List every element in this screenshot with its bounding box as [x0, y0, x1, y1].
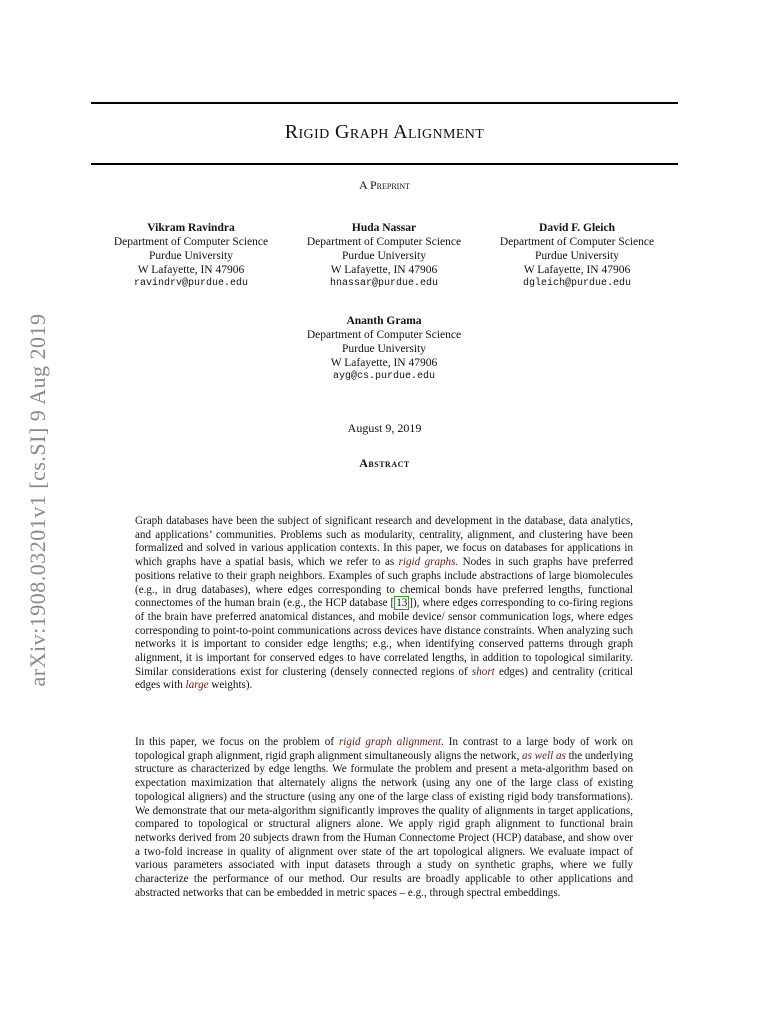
emphasis-text: rigid graph alignment [338, 736, 442, 748]
author-name: David F. Gleich [539, 222, 615, 234]
author-email[interactable]: hnassar@purdue.edu [329, 278, 439, 289]
author-department: Department of Computer Science [113, 236, 269, 248]
title-bottom-rule [91, 163, 678, 165]
emphasis-text: as well as [522, 749, 566, 762]
emphasis-text: rigid graphs [398, 556, 456, 569]
abstract-text: ]), where edges corresponding to co-firing regions of the brain have preferred anatomical distances, and mobile device/ sensor communication logs, where edges corresponding to point-to-point communications across devices have distance constraints. When analyzing such networks it is important to consider edge lengths; e.g., when identifying conserved patterns through graph alignment, it is important for conserved edges to have correlated lengths, in addition to topological similarity. Similar considerations exist for clustering (densely connected regions of [135, 597, 633, 678]
author-email[interactable]: ravindrv@purdue.edu [133, 278, 249, 289]
author-block [91, 221, 291, 291]
author-university: Purdue University [148, 250, 233, 262]
publication-date: August 9, 2019 [347, 421, 422, 435]
author-block [477, 221, 677, 291]
emphasis-text: large [185, 679, 209, 692]
author-email[interactable]: ayg@cs.purdue.edu [332, 371, 436, 382]
arxiv-identifier: arXiv:1908.03201v1 [cs.SI] 9 Aug 2019 [25, 313, 50, 687]
author-university: Purdue University [341, 343, 426, 355]
author-location: W Lafayette, IN 47906 [137, 264, 245, 276]
title-top-rule [91, 102, 678, 104]
author-location: W Lafayette, IN 47906 [330, 357, 438, 369]
author-name: Ananth Grama [346, 315, 422, 327]
citation-link[interactable]: 13 [396, 597, 408, 610]
author-block [284, 314, 484, 384]
author-email[interactable]: dgleich@purdue.edu [522, 278, 632, 289]
abstract-text: . Nodes in such graphs have preferred positions relative to their graph neighbors. Examples of such graphs include abstractions of large biomolecules (e.g., in drug databases), where edges corresponding to chemical bonds have preferred lengths, functional connectomes of the human brain (e.g., the HCP database [ [135, 556, 633, 610]
author-name: Huda Nassar [351, 222, 417, 234]
author-name: Vikram Ravindra [147, 222, 235, 234]
abstract-text: the underlying structure as characterized by edge lengths. We formulate the problem and present a meta-algorithm based on expectation maximization that alternately aligns the network (using any one of the large class of existing topological aligners) and the structure (using any one of the large class of existing rigid body transformations). We demonstrate that our meta-algorithm significantly improves the quality of alignments in target applications, compared to topological or structural aligners alone. We apply rigid graph alignment to functional brain networks derived from 20 subjects drawn from the Human Connectome Project (HCP) database, and show over a two-fold increase in quality of alignment over state of the art topological aligners. We evaluate impact of various parameters associated with input datasets through a study on synthetic graphs, where we fully characterize the performance of our method. Our results are broadly applicable to other applications and abstracted networks that can be embedded in metric spaces – e.g., through spectral embeddings. [135, 749, 633, 899]
author-location: W Lafayette, IN 47906 [330, 264, 438, 276]
emphasis-text: short [471, 665, 495, 678]
abstract-text: weights). [211, 679, 253, 692]
author-department: Department of Computer Science [306, 329, 462, 341]
author-department: Department of Computer Science [306, 236, 462, 248]
author-block [284, 221, 484, 291]
author-university: Purdue University [534, 250, 619, 262]
preprint-label: A Preprint [358, 178, 410, 192]
author-location: W Lafayette, IN 47906 [523, 264, 631, 276]
abstract-text: Graph databases have been the subject of significant research and development in the database, data analytics, and applications’ communities. Problems such as modularity, centrality, alignment, and clustering have been formalized and solved in various application contexts. In this paper, we focus on databases for applications in which graphs have a spatial basis, which we refer to as [135, 515, 633, 569]
abstract-text: edges) and centrality (critical edges with [135, 665, 633, 692]
author-department: Department of Computer Science [499, 236, 655, 248]
paper-title: Rigid Graph Alignment [284, 121, 485, 143]
abstract-text: In this paper, we focus on the problem of [135, 736, 335, 748]
abstract-paragraph [135, 736, 633, 900]
abstract-heading: Abstract [359, 456, 410, 470]
abstract-text: . In contrast to a large body of work on topological graph alignment, rigid graph alignment simultaneously aligns the network, [135, 736, 633, 762]
author-university: Purdue University [341, 250, 426, 262]
abstract-paragraph [135, 515, 633, 693]
